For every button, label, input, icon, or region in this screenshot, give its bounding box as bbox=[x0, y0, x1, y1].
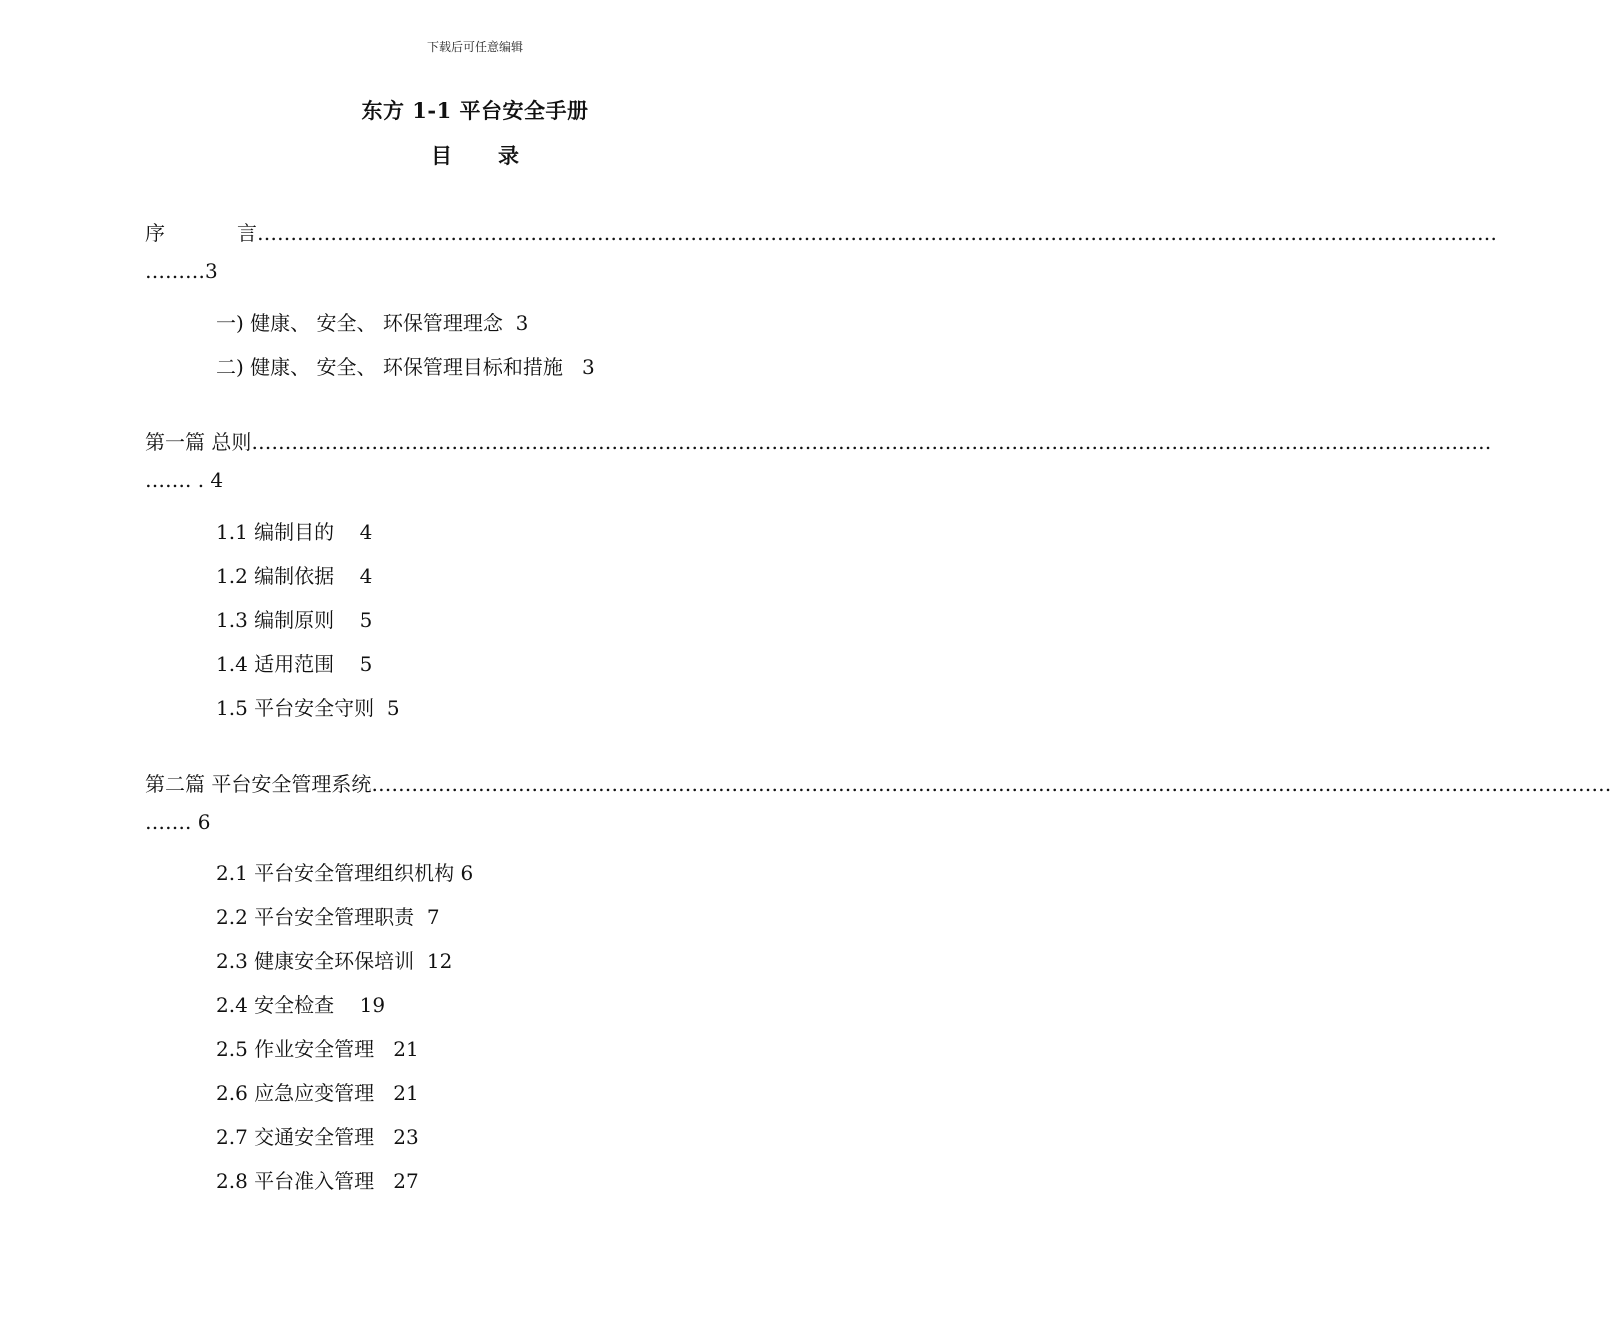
toc-entry-label: 第二篇 平台安全管理系统 bbox=[145, 772, 372, 796]
toc-entry-preface[interactable] bbox=[145, 214, 1497, 290]
toc-subentry[interactable]: 1.5 平台安全守则 5 bbox=[216, 696, 400, 720]
toc-heading-right: 录 bbox=[498, 143, 519, 168]
document-title: 东方 1-1 平台安全手册 bbox=[361, 98, 589, 123]
toc-subentry[interactable]: 2.2 平台安全管理职责 7 bbox=[216, 905, 440, 929]
toc-entry-page: ……. 6 bbox=[145, 810, 211, 834]
toc-subentry[interactable]: 1.3 编制原则 5 bbox=[216, 608, 373, 632]
toc-subentry[interactable]: 2.5 作业安全管理 21 bbox=[216, 1037, 419, 1061]
toc-entry-page: ……. . 4 bbox=[145, 468, 224, 492]
toc-subentry[interactable]: 2.3 健康安全环保培训 12 bbox=[216, 949, 453, 973]
toc-leader-dots: …………………………………………………………………………………………………………………………………………………………………… bbox=[371, 772, 1611, 796]
toc-subentry[interactable]: 1.4 适用范围 5 bbox=[216, 652, 373, 676]
toc-subentry[interactable]: 2.8 平台准入管理 27 bbox=[216, 1169, 419, 1193]
toc-heading bbox=[0, 140, 950, 170]
toc-subentry[interactable]: 2.6 应急应变管理 21 bbox=[216, 1081, 419, 1105]
toc-subentry[interactable]: 2.4 安全检查 19 bbox=[216, 993, 386, 1017]
toc-subentry[interactable]: 2.7 交通安全管理 23 bbox=[216, 1125, 419, 1149]
toc-entry-label: 序 言 bbox=[145, 221, 257, 245]
toc-leader-dots: …………………………………………………………………………………………………………………………………………………………………… bbox=[251, 430, 1492, 454]
toc-subentry[interactable]: 1.2 编制依据 4 bbox=[216, 564, 373, 588]
toc-subentry[interactable]: 一) 健康、 安全、 环保管理理念 3 bbox=[216, 311, 529, 335]
toc-entry-part1[interactable] bbox=[145, 423, 1492, 499]
toc-subentry[interactable]: 2.1 平台安全管理组织机构 6 bbox=[216, 861, 474, 885]
toc-subentry[interactable]: 二) 健康、 安全、 环保管理目标和措施 3 bbox=[216, 355, 595, 379]
toc-entry-part2[interactable] bbox=[145, 765, 1611, 841]
toc-heading-left: 目 bbox=[431, 143, 452, 168]
toc-subentry[interactable]: 1.1 编制目的 4 bbox=[216, 520, 373, 544]
toc-entry-label: 第一篇 总则 bbox=[145, 430, 252, 454]
toc-entry-page: ………3 bbox=[145, 259, 218, 283]
toc-leader-dots: …………………………………………………………………………………………………………………………………………………………………… bbox=[257, 221, 1497, 245]
header-note: 下载后可任意编辑 bbox=[426, 40, 523, 54]
